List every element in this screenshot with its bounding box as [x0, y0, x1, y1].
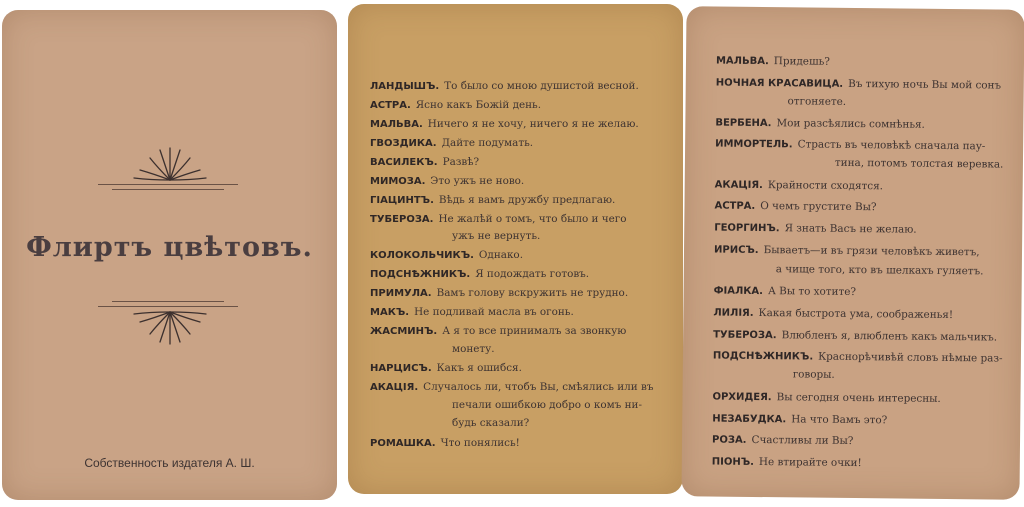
list-item-continuation: отгоняете. [787, 95, 847, 108]
list-item-continuation: будь сказали? [452, 417, 530, 429]
list-item: ЛАНДЫШЪ. То было со мною душистой весной. [370, 80, 639, 92]
list-item: РОМАШКА. Что понялись! [370, 437, 520, 449]
list-item-continuation: тина, потомъ толстая веревка. [834, 156, 1004, 171]
list-item: ПОДСНѢЖНИКЪ. Я подождать готовъ. [370, 268, 590, 280]
phrases-card-middle [348, 4, 683, 494]
list-item: АСТРА. Ясно какъ Божій день. [370, 99, 542, 111]
list-item: ОРХИДЕЯ. Вы сегодня очень интересны. [712, 391, 941, 405]
list-item: ПІОНЪ. Не втирайте очки! [711, 456, 862, 470]
list-item: МАЛЬВА. Придешь? [715, 55, 830, 68]
list-item-continuation: а чище того, кто въ шелкахъ гуляетъ. [775, 263, 984, 278]
cover-card [2, 10, 337, 500]
list-item: МАКЪ. Не подливай масла въ огонь. [370, 306, 574, 318]
publisher-label: Собственность издателя А. Ш. [84, 456, 255, 470]
list-item: ГІАЦИНТЪ. Вѣдь я вамъ дружбу предлагаю. [370, 194, 616, 206]
list-item: ПОДСНѢЖНИКЪ. Краснорѣчивѣй словъ нѣмые раз- [712, 350, 1003, 365]
list-item: ЖАСМИНЪ. А я то все принималъ за звонкую [370, 325, 627, 337]
list-item: РОЗА. Счастливы ли Вы? [711, 433, 854, 448]
list-item: НАРЦИСЪ. Какъ я ошибся. [370, 362, 522, 374]
list-item: АКАЦІЯ. Крайности сходятся. [714, 179, 884, 193]
list-item-continuation: печали ошибкою добро о комъ ни- [452, 399, 642, 411]
list-item: ВЕРБЕНА. Мои разсѣялись сомнѣнья. [715, 117, 925, 131]
cover-title: Флиртъ цвѣтовъ. [26, 232, 313, 263]
list-item: МИМОЗА. Это ужъ не ново. [370, 175, 525, 187]
list-item: ФІАЛКА. А Вы то хотите? [713, 285, 857, 299]
list-item: АСТРА. О чемъ грустите Вы? [714, 200, 877, 214]
list-item: МАЛЬВА. Ничего я не хочу, ничего я не желаю. [370, 118, 639, 130]
list-item: НЕЗАБУДКА. На что Вамъ это? [712, 413, 888, 427]
list-item: ИММОРТЕЛЬ. Страсть въ человѣкѣ сначала пау- [715, 138, 986, 153]
list-item: ТУБЕРОЗА. Не жалѣй о томъ, что было и чего [370, 213, 627, 225]
list-item: ГЕОРГИНЪ. Я знать Васъ не желаю. [714, 222, 917, 236]
list-item: ВАСИЛЕКЪ. Развѣ? [370, 156, 480, 168]
list-item: ГВОЗДИКА. Дайте подумать. [370, 137, 534, 149]
list-item: КОЛОКОЛЬЧИКЪ. Однако. [370, 249, 523, 261]
list-item-continuation: говоры. [792, 368, 835, 381]
list-item: ПРИМУЛА. Вамъ голову вскружить не трудно. [370, 287, 629, 299]
list-item: ЛИЛІЯ. Какая быстрота ума, соображенья! [713, 307, 954, 322]
top-ornament [130, 140, 210, 184]
list-item: ИРИСЪ. Бываетъ—и въ грязи человѣкъ живетъ, [713, 244, 980, 259]
list-item: ТУБЕРОЗА. Влюбленъ я, влюбленъ какъ мальчикъ. [713, 329, 998, 344]
list-item: АКАЦІЯ. Случалось ли, чтобъ Вы, смѣялись или въ [370, 381, 654, 393]
list-item-continuation: ужъ не вернуть. [452, 230, 541, 242]
phrases-card-right [681, 6, 1024, 500]
list-item: НОЧНАЯ КРАСАВИЦА. Въ тихую ночь Вы мой сонъ [715, 77, 1002, 92]
list-item-continuation: монету. [452, 343, 495, 355]
bottom-ornament [130, 308, 210, 352]
